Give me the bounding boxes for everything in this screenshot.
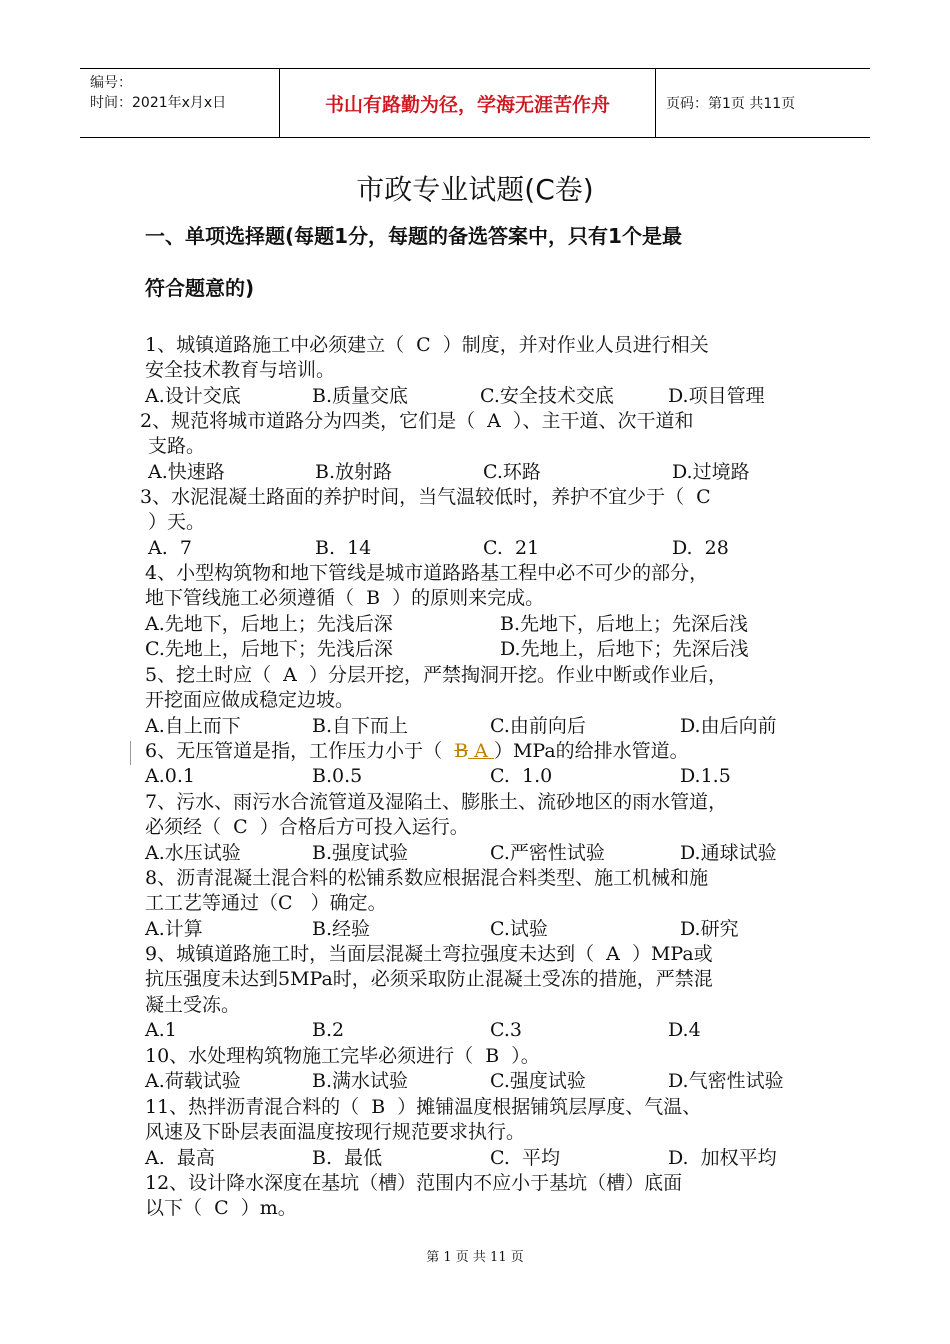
question-line: 12、设计降水深度在基坑（槽）范围内不应小于基坑（槽）底面 bbox=[145, 1172, 683, 1194]
question-line: 4、小型构筑物和地下管线是城市道路路基工程中必不可少的部分， bbox=[145, 562, 709, 584]
header-page-label: 页码：第1页 共11页 bbox=[666, 96, 796, 112]
answer-option: C.强度试验 bbox=[490, 1070, 586, 1093]
answer-option: D.通球试验 bbox=[680, 841, 777, 864]
question-text: ）MPa的给排水管道。 bbox=[493, 740, 689, 762]
answer-option: D.过境路 bbox=[672, 460, 750, 483]
answer-option: C.先地上，后地下；先浅后深 bbox=[145, 638, 393, 661]
question-text: 6、无压管道是指，工作压力小于（ bbox=[145, 740, 443, 762]
question-line: 2、规范将城市道路分为四类，它们是（ A ）、主干道、次干道和 bbox=[140, 410, 694, 432]
answer-option: A.设计交底 bbox=[145, 384, 241, 407]
answer-option: B.0.5 bbox=[312, 765, 363, 788]
answer-option: C. 1.0 bbox=[490, 765, 553, 788]
question-line: 凝土受冻。 bbox=[145, 993, 241, 1016]
answer-option: D. 28 bbox=[672, 536, 729, 559]
revision-mark bbox=[130, 741, 131, 765]
page-title: 市政专业试题(C卷) bbox=[356, 173, 594, 206]
question-line: 以下（ C ）m。 bbox=[145, 1197, 297, 1220]
answer-option: A.0.1 bbox=[145, 765, 195, 788]
answer-option: D.先地上，后地下；先深后浅 bbox=[500, 638, 749, 661]
question-line: 5、挖土时应（ A ）分层开挖，严禁掏洞开挖。作业中断或作业后， bbox=[145, 664, 727, 686]
answer-option: D.由后向前 bbox=[680, 714, 777, 737]
answer-option: C.严密性试验 bbox=[490, 841, 605, 864]
question-line: 3、水泥混凝土路面的养护时间，当气温较低时，养护不宜少于（ C bbox=[140, 486, 711, 508]
answer-option: A.1 bbox=[145, 1019, 177, 1042]
question-line: 地下管线施工必须遵循（ B ）的原则来完成。 bbox=[145, 587, 545, 610]
question-line: 9、城镇道路施工时，当面层混凝土弯拉强度未达到（ A ）MPa或 bbox=[145, 943, 713, 965]
inserted-answer: A bbox=[468, 740, 494, 762]
page-header bbox=[80, 68, 870, 138]
question-line: ）天。 bbox=[148, 511, 206, 534]
answer-option: B.2 bbox=[312, 1019, 345, 1042]
section-heading-line2: 符合题意的) bbox=[145, 276, 255, 300]
header-motto: 书山有路勤为径，学海无涯苦作舟 bbox=[280, 69, 656, 137]
page-footer: 第 1 页 共 11 页 bbox=[426, 1250, 524, 1265]
answer-option: C.由前向后 bbox=[490, 714, 586, 737]
answer-option: C.安全技术交底 bbox=[480, 384, 614, 407]
answer-option: B. 最低 bbox=[312, 1146, 383, 1169]
section-heading-line1: 一、单项选择题(每题1分，每题的备选答案中，只有1个是最 bbox=[145, 224, 682, 248]
question-line: 10、水处理构筑物施工完毕必须进行（ B ）。 bbox=[145, 1045, 540, 1067]
question-line: 1、城镇道路施工中必须建立（ C ）制度，并对作业人员进行相关 bbox=[145, 334, 709, 356]
answer-option: D.研究 bbox=[680, 917, 739, 940]
answer-option: B.经验 bbox=[312, 917, 371, 940]
answer-option: C. 平均 bbox=[490, 1146, 560, 1169]
answer-option: A.计算 bbox=[145, 917, 203, 940]
answer-option: C.试验 bbox=[490, 917, 548, 940]
answer-option: D.项目管理 bbox=[668, 384, 765, 407]
answer-option: D.1.5 bbox=[680, 765, 731, 788]
answer-option: B.满水试验 bbox=[312, 1070, 409, 1093]
question-line: 抗压强度未达到5MPa时，必须采取防止混凝土受冻的措施，严禁混 bbox=[145, 968, 713, 991]
answer-option: B.质量交底 bbox=[312, 384, 409, 407]
answer-option: C.环路 bbox=[483, 460, 541, 483]
question-line: 工工艺等通过（C ）确定。 bbox=[145, 892, 387, 915]
serial-label: 编号： bbox=[90, 75, 132, 91]
answer-option: D. 加权平均 bbox=[668, 1146, 777, 1169]
answer-option: A.快速路 bbox=[148, 460, 225, 483]
question-line: 支路。 bbox=[148, 435, 206, 458]
question-line bbox=[145, 739, 689, 764]
question-line: 安全技术教育与培训。 bbox=[145, 359, 336, 382]
answer-option: B.放射路 bbox=[315, 460, 393, 483]
header-meta bbox=[80, 69, 280, 137]
question-line: 8、沥青混凝土混合料的松铺系数应根据混合料类型、施工机械和施 bbox=[145, 867, 709, 889]
date-label: 时间：2021年x月x日 bbox=[90, 95, 227, 111]
answer-option: D.4 bbox=[668, 1019, 701, 1042]
answer-option: A.荷载试验 bbox=[145, 1070, 241, 1093]
question-line: 开挖面应做成稳定边坡。 bbox=[145, 689, 355, 712]
answer-option: B.强度试验 bbox=[312, 841, 409, 864]
answer-option: B. 14 bbox=[315, 536, 372, 559]
answer-option: D.气密性试验 bbox=[668, 1070, 784, 1093]
question-line: 7、污水、雨污水合流管道及湿陷土、膨胀土、流砂地区的雨水管道， bbox=[145, 791, 728, 813]
deleted-answer: B bbox=[454, 740, 469, 762]
answer-option: C.3 bbox=[490, 1019, 522, 1042]
answer-option: A.先地下，后地上；先浅后深 bbox=[145, 612, 393, 635]
answer-option: C. 21 bbox=[483, 536, 540, 559]
answer-option: A. 7 bbox=[148, 536, 192, 559]
question-line: 风速及下卧层表面温度按现行规范要求执行。 bbox=[145, 1121, 526, 1144]
answer-option: A. 最高 bbox=[145, 1146, 215, 1169]
question-line: 必须经（ C ）合格后方可投入运行。 bbox=[145, 816, 469, 839]
question-line: 11、热拌沥青混合料的（ B ）摊铺温度根据铺筑层厚度、气温、 bbox=[145, 1096, 702, 1118]
answer-option: B.自下而上 bbox=[312, 714, 409, 737]
answer-option: A.水压试验 bbox=[145, 841, 241, 864]
answer-option: A.自上而下 bbox=[145, 714, 241, 737]
answer-option: B.先地下，后地上；先深后浅 bbox=[500, 612, 749, 635]
